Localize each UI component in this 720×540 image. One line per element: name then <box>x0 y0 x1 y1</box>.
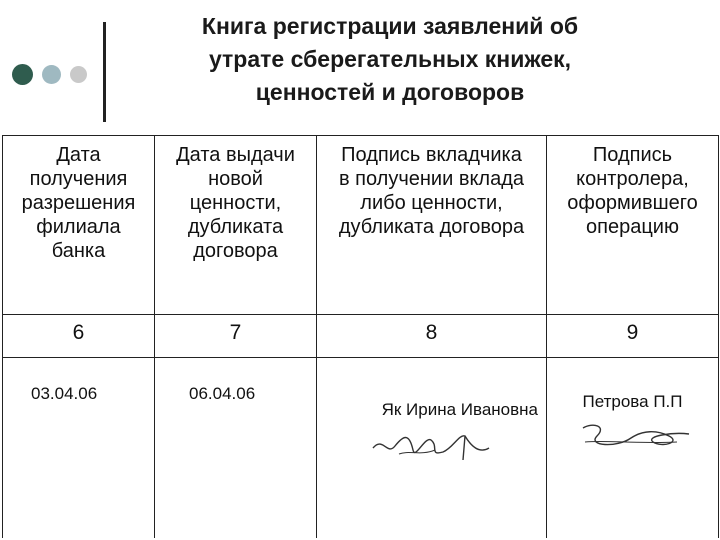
dot-gray <box>70 66 87 83</box>
issue-date: 06.04.06 <box>189 384 256 403</box>
permission-date: 03.04.06 <box>31 384 98 403</box>
table-header-row <box>3 136 719 315</box>
decorative-dots <box>12 64 92 86</box>
title-divider <box>103 22 106 122</box>
column-number: 6 <box>3 315 155 358</box>
column-number: 9 <box>547 315 719 358</box>
table-cell <box>317 358 547 539</box>
dot-blue <box>42 65 61 84</box>
table-cell <box>547 358 719 539</box>
header-cell: Подпись вкладчика в получении вклада либо ценности, дубликата договора <box>317 136 547 315</box>
table-cell <box>3 358 155 539</box>
registration-table <box>2 135 719 538</box>
page-title <box>118 10 618 109</box>
depositor-signature-icon <box>369 426 509 462</box>
dot-dark <box>12 64 33 85</box>
column-number-row <box>3 315 719 358</box>
column-number: 7 <box>155 315 317 358</box>
header-cell: Подпись контролера, оформившего операцию <box>547 136 719 315</box>
table-row <box>3 358 719 539</box>
controller-signature-icon <box>577 418 697 454</box>
depositor-name: Як Ирина Ивановна <box>381 400 538 419</box>
title-line-1: Книга регистрации заявлений об <box>201 13 579 39</box>
controller-name: Петрова П.П <box>582 392 683 411</box>
header-cell: Дата выдачи новой ценности, дубликата договора <box>155 136 317 315</box>
header-cell: Дата получения разрешения филиала банка <box>3 136 155 315</box>
title-line-3: ценностей и договоров <box>255 79 525 105</box>
table-cell <box>155 358 317 539</box>
title-line-2: утрате сберегательных книжек, <box>208 46 572 72</box>
column-number: 8 <box>317 315 547 358</box>
